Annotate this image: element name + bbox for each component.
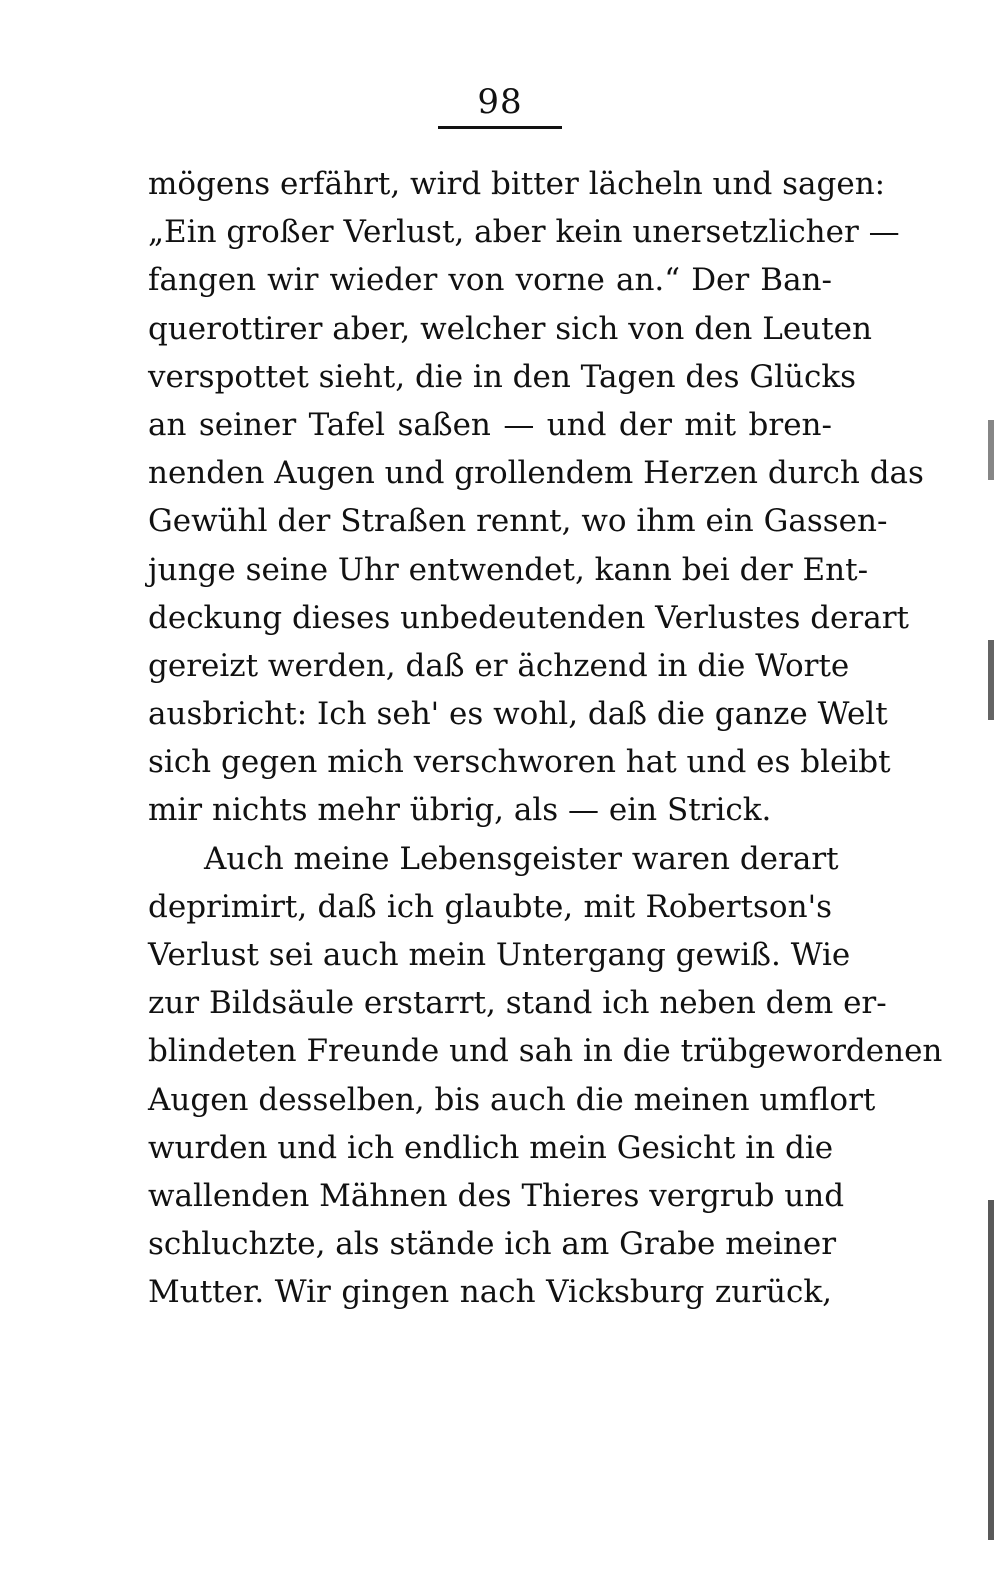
text-line: blindeten Freunde und sah in die trübgewordenen (148, 1033, 943, 1070)
body-text (148, 160, 943, 1317)
page-number: 98 (477, 82, 523, 122)
header-rule (438, 126, 562, 129)
page-edge-shadow (988, 420, 994, 480)
text-line: zur Bildsäule erstarrt, stand ich neben dem er- (148, 985, 887, 1022)
text-line: Mutter. Wir gingen nach Vicksburg zurück, (148, 1274, 832, 1311)
text-line: Augen desselben, bis auch die meinen umflort (148, 1081, 876, 1118)
text-line: gereizt werden, daß er ächzend in die Worte (148, 647, 850, 684)
text-line: „Ein großer Verlust, aber kein unersetzlicher — (148, 214, 900, 251)
text-line: deprimirt, daß ich glaubte, mit Robertson's (148, 888, 832, 925)
text-line: Verlust sei auch mein Untergang gewiß. Wie (148, 937, 851, 973)
text-line: deckung dieses unbedeutenden Verlustes derart (148, 599, 909, 636)
text-line: junge seine Uhr entwendet, kann bei der Ent- (148, 551, 869, 588)
text-line: mir nichts mehr übrig, als — ein Strick. (148, 792, 772, 829)
text-line: fangen wir wieder von vorne an.“ Der Ban- (148, 262, 832, 299)
text-line: Auch meine Lebensgeister waren derart (204, 840, 839, 877)
page-edge-shadow (988, 640, 994, 720)
text-line: wurden und ich endlich mein Gesicht in die (148, 1129, 834, 1166)
text-line: nenden Augen und grollendem Herzen durch das (148, 455, 924, 492)
text-line: an seiner Tafel saßen — und der mit bren- (148, 406, 832, 443)
text-line: schluchzte, als stände ich am Grabe meiner (148, 1226, 837, 1263)
page-edge-shadow (988, 1200, 994, 1540)
text-line: querottirer aber, welcher sich von den Leuten (148, 310, 872, 347)
text-line: Gewühl der Straßen rennt, wo ihm ein Gassen- (148, 503, 888, 540)
text-line: mögens erfährt, wird bitter lächeln und sagen: (148, 166, 886, 202)
text-line: verspottet sieht, die in den Tagen des Glücks (148, 358, 857, 395)
text-line: ausbricht: Ich seh' es wohl, daß die ganze Welt (148, 696, 888, 733)
text-line: sich gegen mich verschworen hat und es bleibt (148, 744, 891, 781)
text-line: wallenden Mähnen des Thieres vergrub und (148, 1177, 845, 1214)
